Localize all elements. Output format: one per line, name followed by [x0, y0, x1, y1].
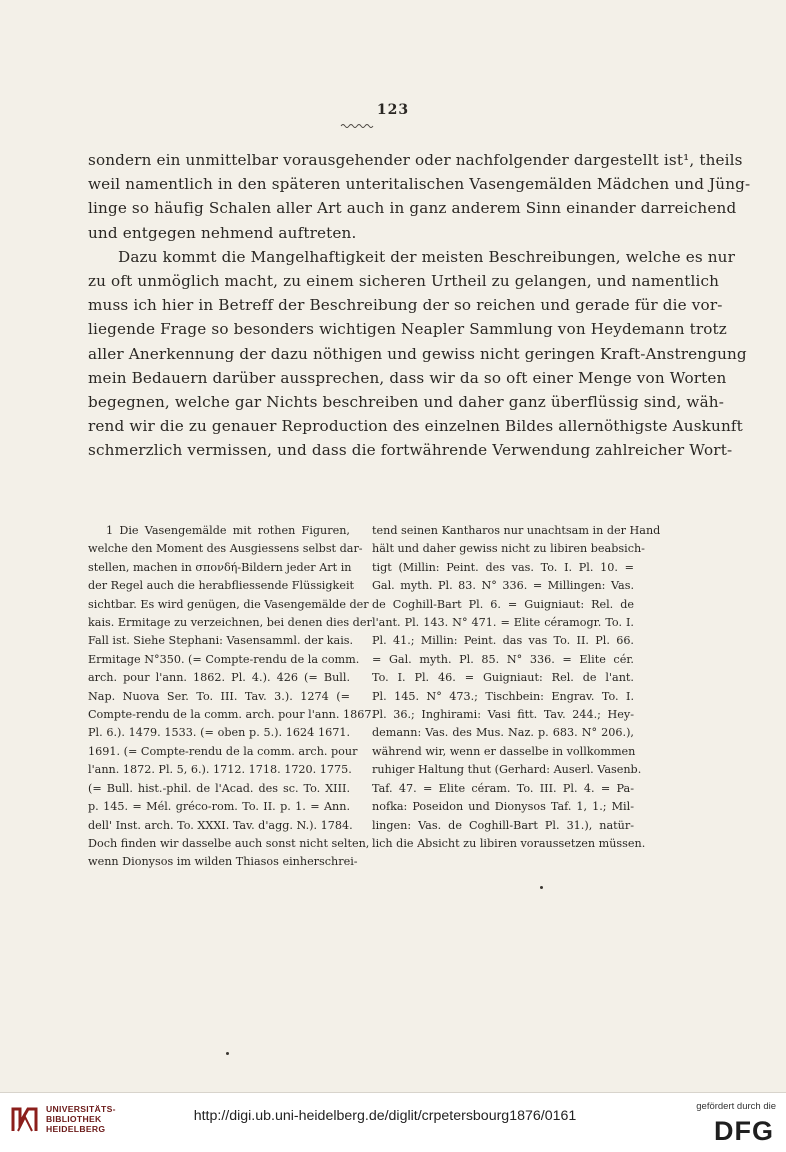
ink-speck: [540, 886, 543, 889]
ornament-icon: [340, 122, 374, 130]
footnote-line: während wir, wenn er dasselbe in vollkommen: [372, 744, 636, 758]
footnote-line: Gal. myth. Pl. 83. N° 336. = Millingen: Vas.: [372, 579, 634, 593]
footnote-line: kais. Ermitage zu verzeichnen, bei denen dies der: [88, 616, 372, 630]
footnote-line: Pl. 145. N° 473.; Tischbein: Engrav. To. I.: [372, 689, 634, 703]
footnote-line: lingen: Vas. de Coghill-Bart Pl. 31.), natür-: [372, 818, 634, 832]
library-name[interactable]: [46, 1104, 116, 1134]
footnote-line: demann: Vas. des Mus. Naz. p. 683. N° 206.),: [372, 726, 634, 740]
text-line: mein Bedauern darüber aussprechen, dass wir da so oft einer Menge von Worten: [88, 368, 727, 387]
footnote-line: welche den Moment des Ausgiessens selbst dar-: [88, 542, 363, 556]
footnote-line: 1691. (= Compte-rendu de la comm. arch. pour: [88, 744, 358, 758]
text-line: rend wir die zu genauer Reproduction des einzelnen Bildes allernöthigste Auskunft: [88, 417, 743, 436]
footnote-line: de Coghill-Bart Pl. 6. = Guigniaut: Rel. de: [372, 597, 634, 611]
footnote-line: = Gal. myth. Pl. 85. N° 336. = Elite cér.: [372, 652, 634, 666]
footnote-column-left: [88, 522, 376, 872]
footnote-line: hält und daher gewiss nicht zu libiren beabsich-: [372, 542, 645, 556]
footnote-line: Pl. 36.; Inghirami: Vasi fitt. Tav. 244.; Hey-: [372, 708, 634, 722]
text-line: aller Anerkennung der dazu nöthigen und gewiss nicht geringen Kraft-Anstrengung: [88, 344, 747, 363]
footnote-line: tigt (Millin: Peint. des vas. To. I. Pl. 10. =: [372, 560, 634, 574]
footnote-line: wenn Dionysos im wilden Thiasos einherschrei-: [88, 855, 358, 869]
permalink-url[interactable]: http://digi.ub.uni-heidelberg.de/diglit/crpetersbourg1876/0161: [193, 1108, 577, 1124]
footnote-line: Compte-rendu de la comm. arch. pour l'ann. 1867.: [88, 708, 376, 722]
text-line: muss ich hier in Betreff der Beschreibung der so reichen und gerade für die vor-: [88, 296, 723, 315]
page-number: 123: [376, 102, 410, 118]
text-line: liegende Frage so besonders wichtigen Neapler Sammlung von Heydemann trotz: [88, 320, 727, 339]
footnote-line: Ermitage N°350. (= Compte-rendu de la comm.: [88, 652, 360, 666]
ink-speck: [226, 1052, 229, 1055]
footnote-column-right: [372, 522, 661, 853]
text-line: zu oft unmöglich macht, zu einem sicheren Urtheil zu gelangen, und namentlich: [88, 272, 720, 291]
footnote-line: der Regel auch die herabfliessende Flüssigkeit: [88, 579, 355, 593]
text-line: begegnen, welche gar Nichts beschreiben und daher ganz überflüssig sind, wäh-: [88, 393, 725, 412]
footnote-line: Nap. Nuova Ser. To. III. Tav. 3.). 1274 (=: [88, 689, 350, 703]
dfg-logo[interactable]: DFG: [714, 1116, 774, 1146]
footnote-line: Doch finden wir dasselbe auch sonst nicht selten,: [88, 836, 370, 850]
footnote-line: Pl. 6.). 1479. 1533. (= oben p. 5.). 1624 1671.: [88, 726, 350, 740]
footnote-line: To. I. Pl. 46. = Guigniaut: Rel. de l'ant.: [372, 671, 634, 685]
footnote-line: 1 Die Vasengemälde mit rothen Figuren,: [106, 524, 350, 537]
footnote-line: tend seinen Kantharos nur unachtsam in der Hand: [372, 524, 661, 537]
text-line: sondern ein unmittelbar vorausgehender oder nachfolgender dargestellt ist¹, theils: [88, 151, 743, 169]
library-logo-icon[interactable]: [10, 1103, 40, 1135]
footnote-line: stellen, machen in σπονδή-Bildern jeder Art in: [88, 560, 352, 574]
library-name-line: BIBLIOTHEK: [46, 1114, 102, 1124]
text-line: weil namentlich in den späteren unteritalischen Vasengemälden Mädchen und Jüng-: [88, 175, 751, 194]
library-name-line: UNIVERSITÄTS-: [46, 1104, 116, 1114]
library-name-line: HEIDELBERG: [46, 1124, 106, 1134]
footnote-line: dell' Inst. arch. To. XXXI. Tav. d'agg. N.). 1784.: [88, 818, 353, 832]
viewer-footer: [0, 1092, 786, 1152]
footnote-line: p. 145. = Mél. gréco-rom. To. II. p. 1. = Ann.: [88, 800, 350, 814]
text-line: linge so häufig Schalen aller Art auch in ganz anderem Sinn einander darreichend: [88, 199, 737, 218]
text-line: schmerzlich vermissen, und dass die fortwährende Verwendung zahlreicher Wort-: [88, 441, 733, 460]
text-line: und entgegen nehmend auftreten.: [88, 223, 357, 242]
footnote-line: l'ant. Pl. 143. N° 471. = Elite céramogr. To. I.: [372, 616, 634, 630]
text-line: Dazu kommt die Mangelhaftigkeit der meisten Beschreibungen, welche es nur: [118, 247, 736, 266]
footnote-line: Fall ist. Siehe Stephani: Vasensamml. der kais.: [88, 634, 354, 648]
footnote-line: l'ann. 1872. Pl. 5, 6.). 1712. 1718. 1720. 1775.: [88, 763, 352, 777]
footnote-line: Taf. 47. = Elite céram. To. III. Pl. 4. = Pa-: [372, 781, 634, 795]
footnote-line: nofka: Poseidon und Dionysos Taf. 1, 1.; Mil-: [372, 800, 634, 814]
footnote-line: Pl. 41.; Millin: Peint. das vas To. II. Pl. 66.: [372, 634, 634, 648]
footnote-line: (= Bull. hist.-phil. de l'Acad. des sc. To. XIII.: [88, 781, 350, 795]
main-text: [88, 148, 751, 463]
footnote-line: lich die Absicht zu libiren voraussetzen müssen.: [372, 836, 646, 850]
footnote-line: ruhiger Haltung thut (Gerhard: Auserl. Vasenb.: [372, 763, 642, 777]
footnote-line: arch. pour l'ann. 1862. Pl. 4.). 426 (= Bull.: [88, 671, 350, 685]
funding-note: gefördert durch die: [696, 1101, 776, 1112]
footnote-line: sichtbar. Es wird genügen, die Vasengemälde der: [88, 597, 369, 611]
